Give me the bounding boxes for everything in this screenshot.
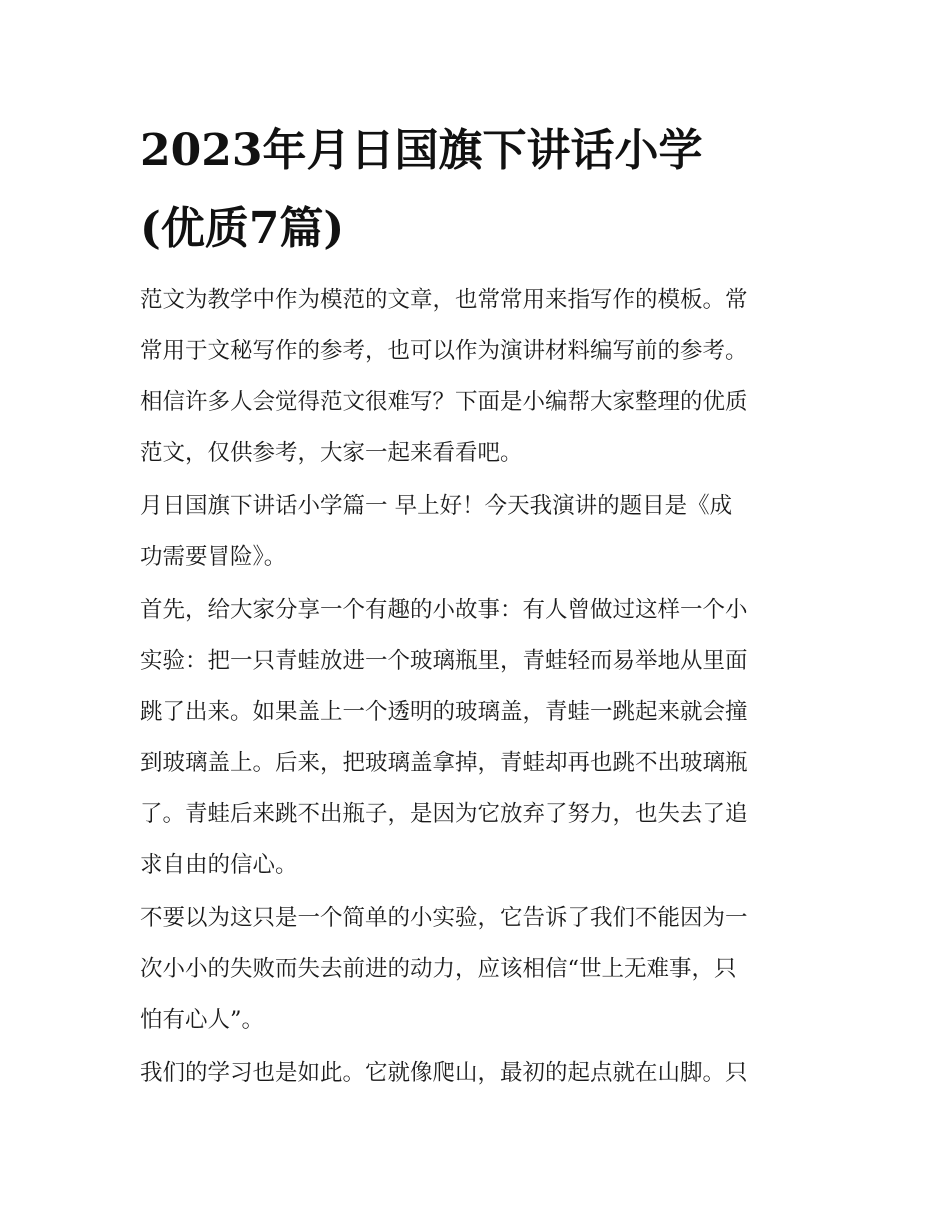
- text-line: 功需要冒险》。: [140, 544, 287, 570]
- text-line: 实验：把一只青蛙放进一个玻璃瓶里，青蛙轻而易举地从里面: [140, 648, 748, 674]
- text-line: 首先，给大家分享一个有趣的小故事：有人曾做过这样一个小: [140, 597, 748, 623]
- text-line: 我们的学习也是如此。它就像爬山，最初的起点就在山脚。只: [140, 1060, 748, 1086]
- document-title: [140, 112, 820, 268]
- text-line: 不要以为这只是一个简单的小实验，它告诉了我们不能因为一: [140, 905, 748, 931]
- text-line: 范文为教学中作为模范的文章，也常常用来指写作的模板。常: [140, 287, 748, 313]
- paragraph-frog-story: [140, 590, 820, 896]
- paragraph-intro: [140, 280, 820, 484]
- text-line: 常用于文秘写作的参考，也可以作为演讲材料编写前的参考。: [140, 338, 748, 364]
- document-body: [140, 280, 820, 1106]
- text-line: 求自由的信心。: [140, 852, 298, 878]
- title-line: 2023年月日国旗下讲话小学: [140, 125, 703, 176]
- text-line: 了。青蛙后来跳不出瓶子，是因为它放弃了努力，也失去了追: [140, 801, 748, 827]
- paragraph-study: [140, 1053, 820, 1104]
- text-line: 月日国旗下讲话小学篇一 早上好！今天我演讲的题目是《成: [140, 493, 733, 519]
- text-line: 跳了出来。如果盖上一个透明的玻璃盖，青蛙一跳起来就会撞: [140, 699, 748, 725]
- paragraph-lesson: [140, 898, 820, 1051]
- text-line: 相信许多人会觉得范文很难写？下面是小编帮大家整理的优质: [140, 389, 748, 415]
- text-line: 到玻璃盖上。后来，把玻璃盖拿掉，青蛙却再也跳不出玻璃瓶: [140, 750, 748, 776]
- paragraph-speech-opening: [140, 486, 820, 588]
- text-line: 次小小的失败而失去前进的动力，应该相信“世上无难事，只: [140, 956, 737, 982]
- text-line: 怕有心人”。: [140, 1007, 265, 1033]
- title-line: (优质7篇): [140, 203, 345, 254]
- text-line: 范文，仅供参考，大家一起来看看吧。: [140, 440, 523, 466]
